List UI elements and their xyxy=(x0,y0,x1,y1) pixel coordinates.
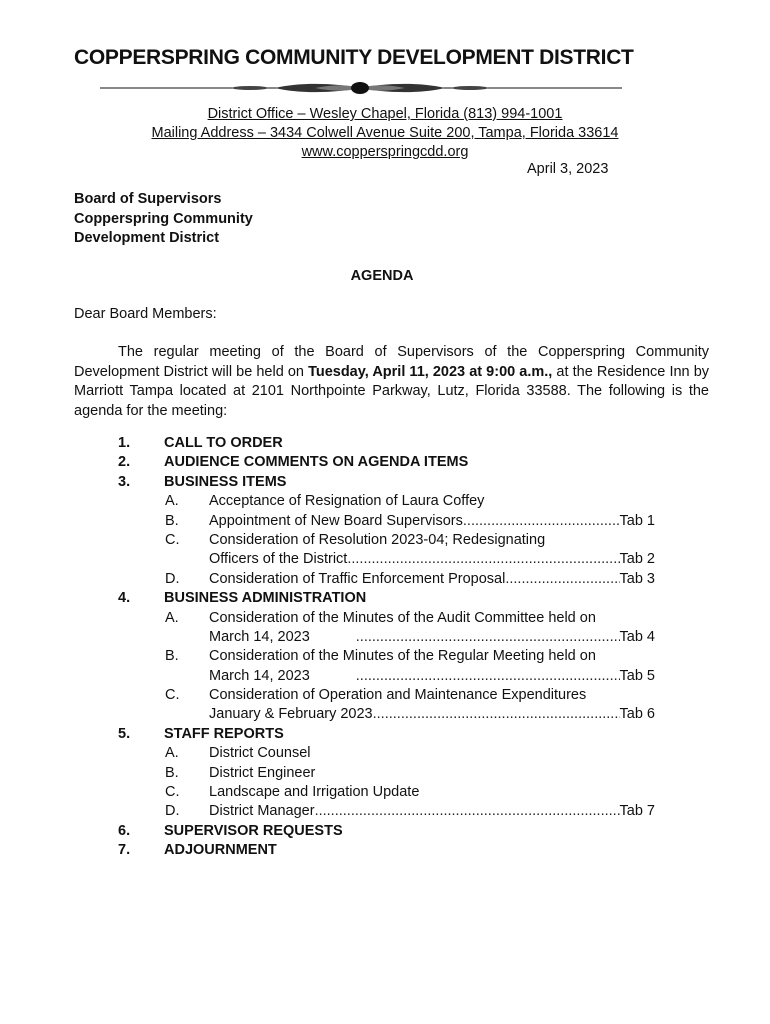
item-heading: ADJOURNMENT xyxy=(164,842,277,859)
agenda-subitem xyxy=(0,745,770,764)
subitem-text: January & February 2023 xyxy=(209,706,373,723)
item-heading: STAFF REPORTS xyxy=(164,725,284,742)
subitem-text: Consideration of the Minutes of the Audit Committee held on xyxy=(209,609,596,626)
dot-leader xyxy=(463,513,620,529)
item-heading: BUSINESS ADMINISTRATION xyxy=(164,590,367,607)
item-number: 6. xyxy=(118,822,131,839)
addressee-line: Copperspring Community xyxy=(74,210,253,227)
agenda-list xyxy=(0,435,770,862)
addressee-block xyxy=(74,190,253,249)
item-heading: AUDIENCE COMMENTS ON AGENDA ITEMS xyxy=(164,454,469,471)
agenda-subitem-continuation xyxy=(0,551,770,570)
item-number: 2. xyxy=(118,454,131,471)
website-link[interactable]: www.copperspringcdd.org xyxy=(301,144,469,160)
intro-text: at the Residence Inn by Marriott Tampa located at 2101 Northpointe Parkway, Lutz, Florida 33588. The following is the agenda for the meeting: xyxy=(74,363,710,419)
tab-reference: Tab 2 xyxy=(619,551,655,568)
item-number: 7. xyxy=(118,842,131,859)
item-number: 5. xyxy=(118,725,131,742)
addressee-line: Board of Supervisors xyxy=(74,191,222,207)
agenda-item xyxy=(0,823,770,842)
agenda-subitem xyxy=(0,803,770,822)
subitem-text: Officers of the District xyxy=(209,551,348,568)
intro-paragraph xyxy=(74,343,709,421)
subitem-letter: C. xyxy=(165,531,180,548)
subitem-text: Consideration of Traffic Enforcement Proposal xyxy=(209,570,506,587)
dot-leader xyxy=(315,803,620,819)
subitem-letter: B. xyxy=(165,648,179,665)
dot-leader xyxy=(373,706,620,722)
subitem-letter: C. xyxy=(165,687,180,704)
subitem-letter: A. xyxy=(165,493,179,510)
subitem-text: Consideration of Operation and Maintenance Expenditures xyxy=(209,687,587,704)
subitem-letter: A. xyxy=(165,745,179,762)
district-title: COPPERSPRING COMMUNITY DEVELOPMENT DISTRICT xyxy=(74,46,634,69)
district-office-line: District Office – Wesley Chapel, Florida (813) 994-1001 xyxy=(207,106,563,122)
subitem-text: District Engineer xyxy=(209,764,316,781)
subitem-text: Consideration of Resolution 2023-04; Redesignating xyxy=(209,531,546,548)
subitem-text: District Manager xyxy=(209,803,315,820)
agenda-subitem xyxy=(0,687,770,706)
intro-text: The regular meeting of the Board of Supervisors of the Copperspring Community Development District will be held on xyxy=(74,344,709,380)
agenda-heading: AGENDA xyxy=(350,268,414,284)
agenda-subitem xyxy=(0,765,770,784)
item-number: 3. xyxy=(118,473,131,490)
subitem-text: Acceptance of Resignation of Laura Coffey xyxy=(209,493,485,510)
agenda-subitem xyxy=(0,784,770,803)
item-heading: CALL TO ORDER xyxy=(164,435,283,451)
dot-leader xyxy=(347,551,619,567)
agenda-item xyxy=(0,454,770,473)
subitem-letter: D. xyxy=(165,803,180,820)
tab-reference: Tab 1 xyxy=(619,512,655,529)
agenda-subitem xyxy=(0,571,770,590)
dot-leader xyxy=(356,668,620,684)
dot-leader xyxy=(505,571,619,587)
tab-reference: Tab 7 xyxy=(619,803,655,820)
salutation: Dear Board Members: xyxy=(74,306,217,322)
tab-reference: Tab 5 xyxy=(619,667,655,684)
subitem-text: Appointment of New Board Supervisors xyxy=(209,512,463,529)
agenda-item xyxy=(0,842,770,861)
item-number: 1. xyxy=(118,435,131,451)
tab-reference: Tab 6 xyxy=(619,706,655,723)
agenda-item xyxy=(0,726,770,745)
subitem-letter: A. xyxy=(165,609,179,626)
mailing-address-line: Mailing Address – 3434 Colwell Avenue Suite 200, Tampa, Florida 33614 xyxy=(151,125,619,141)
agenda-subitem-continuation xyxy=(0,668,770,687)
dot-leader xyxy=(356,629,620,645)
agenda-item xyxy=(0,590,770,609)
subitem-letter: B. xyxy=(165,764,179,781)
tab-reference: Tab 3 xyxy=(619,570,655,587)
subitem-letter: C. xyxy=(165,784,180,801)
agenda-subitem xyxy=(0,610,770,629)
subitem-text: Landscape and Irrigation Update xyxy=(209,784,420,801)
item-number: 4. xyxy=(118,590,131,607)
agenda-subitem-continuation xyxy=(0,629,770,648)
letter-date: April 3, 2023 xyxy=(527,161,609,177)
agenda-subitem xyxy=(0,532,770,551)
meeting-datetime: Tuesday, April 11, 2023 at 9:00 a.m., xyxy=(308,363,553,380)
subitem-text: March 14, 2023 xyxy=(209,667,310,684)
ornamental-divider xyxy=(100,80,622,96)
subitem-letter: D. xyxy=(165,570,180,587)
agenda-subitem-continuation xyxy=(0,706,770,725)
item-heading: BUSINESS ITEMS xyxy=(164,473,287,490)
tab-reference: Tab 4 xyxy=(619,628,655,645)
subitem-text: Consideration of the Minutes of the Regular Meeting held on xyxy=(209,648,596,665)
subitem-text: District Counsel xyxy=(209,745,311,762)
agenda-subitem xyxy=(0,513,770,532)
subitem-letter: B. xyxy=(165,512,179,529)
addressee-line: Development District xyxy=(74,230,220,246)
subitem-text: March 14, 2023 xyxy=(209,628,310,645)
agenda-item xyxy=(0,435,770,454)
agenda-item xyxy=(0,474,770,493)
agenda-subitem xyxy=(0,648,770,667)
item-heading: SUPERVISOR REQUESTS xyxy=(164,822,343,839)
agenda-subitem xyxy=(0,493,770,512)
